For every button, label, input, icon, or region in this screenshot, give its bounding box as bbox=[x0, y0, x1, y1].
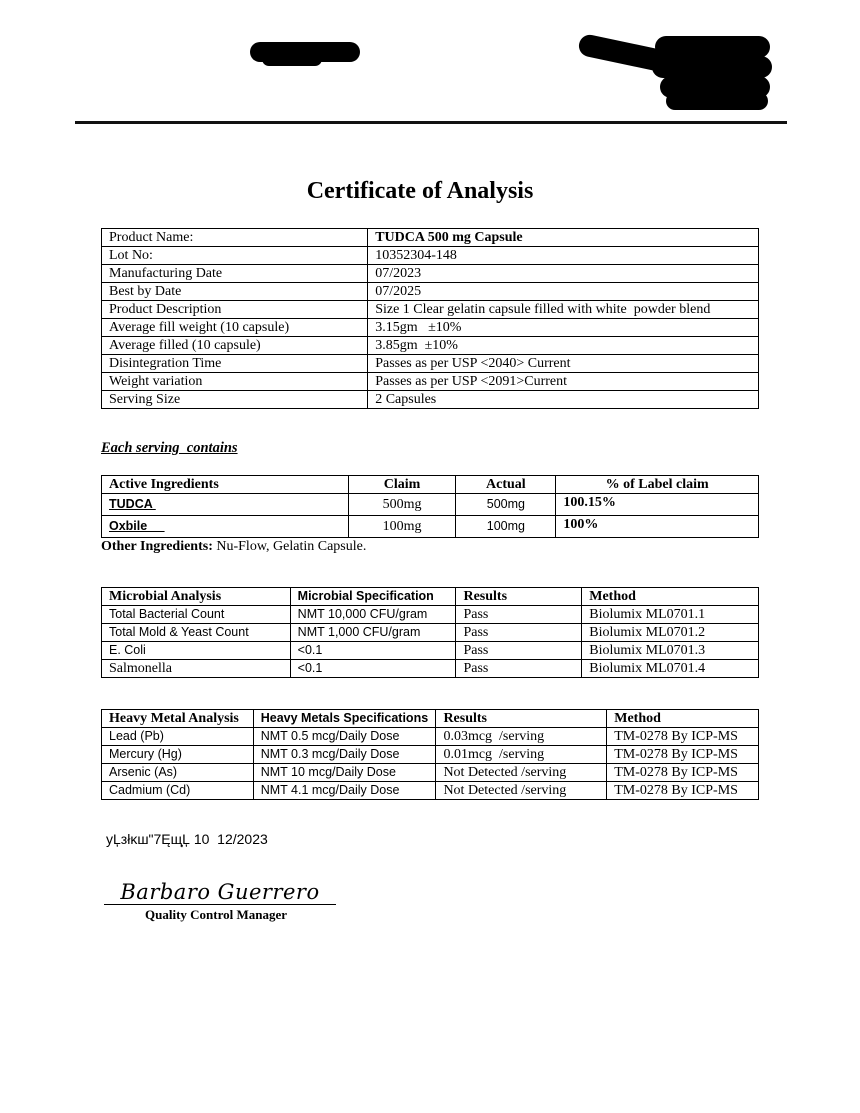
table-row bbox=[102, 355, 759, 373]
ingredient-name: Oxbile bbox=[109, 519, 165, 533]
table-row bbox=[102, 247, 759, 265]
table-cell: NMT 4.1 mcg/Daily Dose bbox=[253, 782, 436, 800]
product-name-value: TUDCA 500 mg Capsule bbox=[368, 229, 759, 247]
table-cell: NMT 1,000 CFU/gram bbox=[290, 624, 456, 642]
table-cell: Pass bbox=[456, 606, 582, 624]
table-cell: TM-0278 By ICP-MS bbox=[607, 746, 759, 764]
table-cell: TM-0278 By ICP-MS bbox=[607, 782, 759, 800]
table-cell: Biolumix ML0701.2 bbox=[582, 624, 759, 642]
column-header: Results bbox=[456, 588, 582, 606]
best-by-date-value: 07/2025 bbox=[368, 283, 759, 301]
active-ingredients-table bbox=[101, 475, 759, 538]
table-cell: Not Detected /serving bbox=[436, 764, 607, 782]
ingredient-percent: 100% bbox=[556, 516, 759, 538]
microbial-table bbox=[101, 587, 759, 678]
serving-size-label: Serving Size bbox=[102, 391, 368, 409]
best-by-date-label: Best by Date bbox=[102, 283, 368, 301]
heavy-metals-table bbox=[101, 709, 759, 800]
table-cell: Mercury (Hg) bbox=[102, 746, 254, 764]
product-info-table bbox=[101, 228, 759, 409]
manufacturing-date-label: Manufacturing Date bbox=[102, 265, 368, 283]
table-cell: TM-0278 By ICP-MS bbox=[607, 728, 759, 746]
column-header: Results bbox=[436, 710, 607, 728]
ingredient-actual: 500mg bbox=[456, 494, 556, 516]
column-header: Active Ingredients bbox=[102, 476, 349, 494]
lot-no-label: Lot No: bbox=[102, 247, 368, 265]
ingredient-name: TUDCA bbox=[109, 497, 156, 511]
average-filled-label: Average filled (10 capsule) bbox=[102, 337, 368, 355]
column-header: Heavy Metals Specifications bbox=[253, 710, 436, 728]
table-row bbox=[102, 391, 759, 409]
weight-variation-value: Passes as per USP <2091>Current bbox=[368, 373, 759, 391]
table-cell: <0.1 bbox=[290, 642, 456, 660]
average-fill-weight-value: 3.15gm ±10% bbox=[368, 319, 759, 337]
table-row bbox=[102, 746, 759, 764]
table-header-row bbox=[102, 588, 759, 606]
table-cell: TM-0278 By ICP-MS bbox=[607, 764, 759, 782]
table-cell: Lead (Pb) bbox=[102, 728, 254, 746]
serving-heading: Each serving contains bbox=[101, 440, 238, 456]
serving-size-value: 2 Capsules bbox=[368, 391, 759, 409]
column-header: Heavy Metal Analysis bbox=[102, 710, 254, 728]
table-row bbox=[102, 660, 759, 678]
table-cell: 0.01mcg /serving bbox=[436, 746, 607, 764]
other-ingredients-value: Nu-Flow, Gelatin Capsule. bbox=[212, 539, 367, 554]
table-row bbox=[102, 319, 759, 337]
table-cell: E. Coli bbox=[102, 642, 291, 660]
table-cell: NMT 10 mcg/Daily Dose bbox=[253, 764, 436, 782]
ingredient-claim: 100mg bbox=[348, 516, 456, 538]
date-line: yĻзłĸш"7Ęщ̦Ļ 10 12/2023 bbox=[106, 831, 268, 847]
table-cell: Arsenic (As) bbox=[102, 764, 254, 782]
table-row bbox=[102, 337, 759, 355]
column-header: Microbial Specification bbox=[290, 588, 456, 606]
table-header-row bbox=[102, 710, 759, 728]
table-cell: Pass bbox=[456, 642, 582, 660]
table-row bbox=[102, 494, 759, 516]
table-cell: Salmonella bbox=[102, 660, 291, 678]
table-cell: Not Detected /serving bbox=[436, 782, 607, 800]
column-header: Actual bbox=[456, 476, 556, 494]
table-cell: <0.1 bbox=[290, 660, 456, 678]
other-ingredients-label: Other Ingredients: bbox=[101, 539, 213, 554]
signatory-title: Quality Control Manager bbox=[145, 907, 288, 922]
table-row bbox=[102, 782, 759, 800]
table-row bbox=[102, 229, 759, 247]
table-header-row bbox=[102, 476, 759, 494]
table-row bbox=[102, 764, 759, 782]
page-title: Certificate of Analysis bbox=[306, 178, 534, 204]
table-cell: Biolumix ML0701.3 bbox=[582, 642, 759, 660]
column-header: Method bbox=[607, 710, 759, 728]
table-cell: NMT 0.3 mcg/Daily Dose bbox=[253, 746, 436, 764]
table-row bbox=[102, 373, 759, 391]
table-cell: Biolumix ML0701.1 bbox=[582, 606, 759, 624]
product-name-label: Product Name: bbox=[102, 229, 368, 247]
table-cell: Total Bacterial Count bbox=[102, 606, 291, 624]
average-fill-weight-label: Average fill weight (10 capsule) bbox=[102, 319, 368, 337]
table-row bbox=[102, 642, 759, 660]
table-row bbox=[102, 265, 759, 283]
product-description-label: Product Description bbox=[102, 301, 368, 319]
column-header: Microbial Analysis bbox=[102, 588, 291, 606]
table-cell: Biolumix ML0701.4 bbox=[582, 660, 759, 678]
ingredient-percent: 100.15% bbox=[556, 494, 759, 516]
table-cell: NMT 0.5 mcg/Daily Dose bbox=[253, 728, 436, 746]
column-header: Method bbox=[582, 588, 759, 606]
weight-variation-label: Weight variation bbox=[102, 373, 368, 391]
table-row bbox=[102, 283, 759, 301]
average-filled-value: 3.85gm ±10% bbox=[368, 337, 759, 355]
table-cell: NMT 10,000 CFU/gram bbox=[290, 606, 456, 624]
table-row bbox=[102, 728, 759, 746]
product-description-value: Size 1 Clear gelatin capsule filled with white powder blend bbox=[368, 301, 759, 319]
table-cell: Pass bbox=[456, 660, 582, 678]
table-row bbox=[102, 516, 759, 538]
header-divider bbox=[75, 121, 787, 124]
column-header: % of Label claim bbox=[556, 476, 759, 494]
table-cell: Total Mold & Yeast Count bbox=[102, 624, 291, 642]
table-row bbox=[102, 606, 759, 624]
disintegration-time-label: Disintegration Time bbox=[102, 355, 368, 373]
table-row bbox=[102, 624, 759, 642]
lot-no-value: 10352304-148 bbox=[368, 247, 759, 265]
table-cell: Cadmium (Cd) bbox=[102, 782, 254, 800]
table-cell: 0.03mcg /serving bbox=[436, 728, 607, 746]
ingredient-claim: 500mg bbox=[348, 494, 456, 516]
table-cell: Pass bbox=[456, 624, 582, 642]
other-ingredients bbox=[101, 539, 366, 555]
signature: Barbaro Guerrero bbox=[104, 880, 336, 905]
table-row bbox=[102, 301, 759, 319]
column-header: Claim bbox=[348, 476, 456, 494]
manufacturing-date-value: 07/2023 bbox=[368, 265, 759, 283]
ingredient-actual: 100mg bbox=[456, 516, 556, 538]
disintegration-time-value: Passes as per USP <2040> Current bbox=[368, 355, 759, 373]
